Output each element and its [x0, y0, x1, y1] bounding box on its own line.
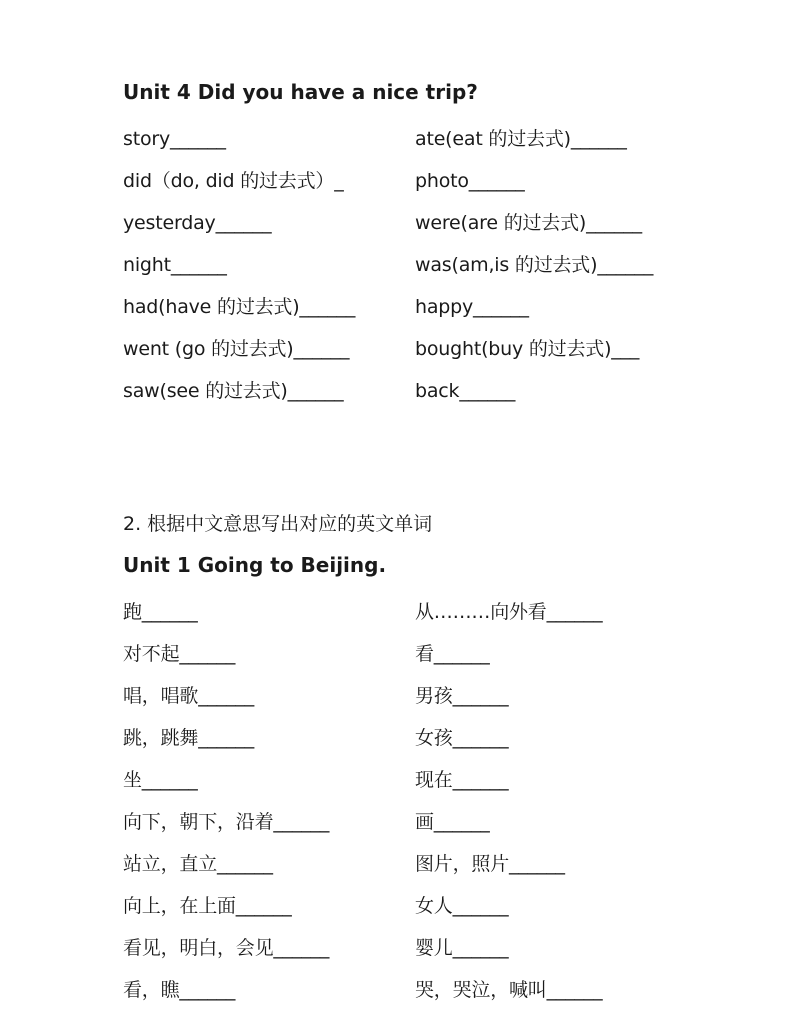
word-item: 从………向外看______ [415, 601, 603, 623]
word-item: 画______ [415, 811, 490, 833]
word-item: saw(see 的过去式)______ [123, 380, 344, 402]
word-item: yesterday______ [123, 212, 272, 234]
unit4-word-grid [123, 118, 743, 412]
word-item: 看，瞧______ [123, 979, 236, 1001]
word-item: 女人______ [415, 895, 509, 917]
word-item: 向下，朝下，沿着______ [123, 811, 330, 833]
unit4-title: Unit 4 Did you have a nice trip? [123, 80, 478, 104]
word-item: back______ [415, 380, 516, 402]
exercise-instruction: 2. 根据中文意思写出对应的英文单词 [123, 513, 433, 535]
word-item: 对不起______ [123, 643, 236, 665]
word-item: ate(eat 的过去式)______ [415, 128, 627, 150]
word-item: photo______ [415, 170, 525, 192]
word-item: 站立，直立______ [123, 853, 273, 875]
word-item: was(am,is 的过去式)______ [415, 254, 654, 276]
word-item: 看见，明白，会见______ [123, 937, 330, 959]
word-item: 现在______ [415, 769, 509, 791]
word-item: 跳，跳舞______ [123, 727, 255, 749]
unit1-title: Unit 1 Going to Beijing. [123, 553, 387, 577]
word-item: 图片，照片______ [415, 853, 565, 875]
unit4-section [123, 76, 743, 412]
word-item: 跑______ [123, 601, 198, 623]
word-item: 婴儿______ [415, 937, 509, 959]
word-item: story______ [123, 128, 226, 150]
word-item: bought(buy 的过去式)___ [415, 338, 640, 360]
word-item: 女孩______ [415, 727, 509, 749]
word-item: 唱，唱歌______ [123, 685, 255, 707]
unit1-word-grid [123, 591, 743, 1011]
word-item: had(have 的过去式)______ [123, 296, 356, 318]
word-item: 看______ [415, 643, 490, 665]
word-item: 男孩______ [415, 685, 509, 707]
word-item: did（do, did 的过去式）_ [123, 170, 344, 192]
unit1-section [123, 508, 743, 1011]
word-item: 哭，哭泣，喊叫______ [415, 979, 603, 1001]
word-item: were(are 的过去式)______ [415, 212, 642, 234]
word-item: 坐______ [123, 769, 198, 791]
word-item: night______ [123, 254, 227, 276]
word-item: went (go 的过去式)______ [123, 338, 350, 360]
word-item: happy______ [415, 296, 529, 318]
word-item: 向上，在上面______ [123, 895, 292, 917]
